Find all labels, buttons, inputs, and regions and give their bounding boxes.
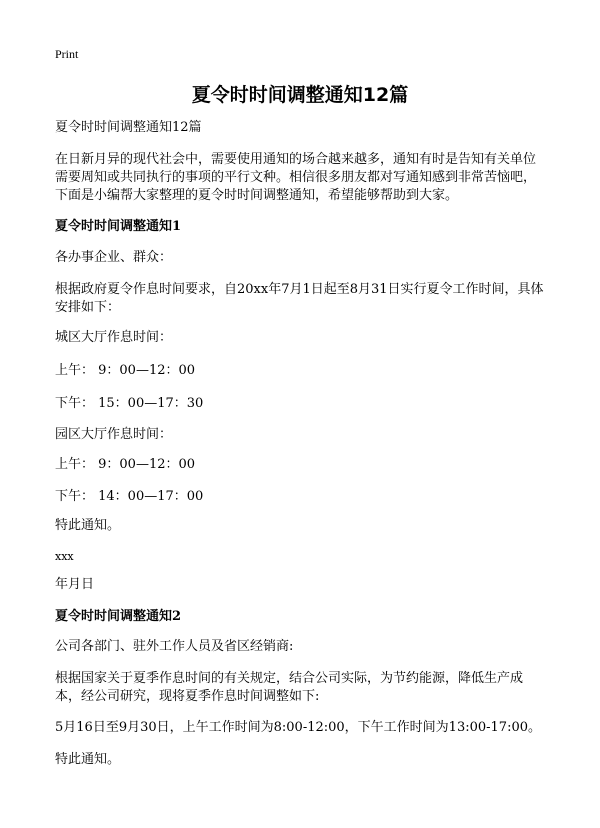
notice2-schedule: 5月16日至9月30日，上午工作时间为8:00-12:00，下午工作时间为13:00-17:00。: [55, 720, 541, 735]
notice1-salutation: 各办事企业、群众：: [55, 250, 173, 265]
page-title: 夏令时时间调整通知12篇: [191, 84, 409, 106]
notice2-closing: 特此通知。: [55, 752, 121, 767]
notice2-heading: 夏令时时间调整通知2: [55, 609, 182, 624]
intro-paragraph: 在日新月异的现代社会中，需要使用通知的场合越来越多，通知有时是告知有关单位需要周知或共同执行的事项的平行文种。相信很多朋友都对写通知感到非常苦恼吧，下面是小编帮大家整理的夏令时时间调整通知，希望能够帮助到大家。: [55, 152, 537, 203]
city-hall-afternoon: 下午： 15：00—17：30: [55, 396, 204, 411]
notice2-salutation: 公司各部门、驻外工作人员及省区经销商:: [55, 639, 294, 654]
document-subtitle: 夏令时时间调整通知12篇: [55, 120, 202, 135]
city-hall-label: 城区大厅作息时间：: [55, 330, 173, 345]
notice2-body: 根据国家关于夏季作息时间的有关规定，结合公司实际，为节约能源，降低生产成本，经公司研究，现将夏季作息时间调整如下:: [55, 671, 524, 704]
park-hall-afternoon: 下午： 14：00—17：00: [55, 489, 204, 504]
notice1-signature: xxx: [55, 550, 74, 563]
city-hall-morning: 上午： 9：00—12：00: [55, 363, 196, 378]
notice1-body: 根据政府夏令作息时间要求，自20xx年7月1日起至8月31日实行夏令工作时间，具体安排如下：: [55, 282, 544, 315]
notice1-date: 年月日: [55, 577, 95, 592]
notice1-closing: 特此通知。: [55, 518, 121, 533]
notice1-heading: 夏令时时间调整通知1: [55, 219, 182, 234]
park-hall-morning: 上午： 9：00—12：00: [55, 457, 196, 472]
print-label: Print: [55, 47, 79, 61]
park-hall-label: 园区大厅作息时间：: [55, 427, 173, 442]
